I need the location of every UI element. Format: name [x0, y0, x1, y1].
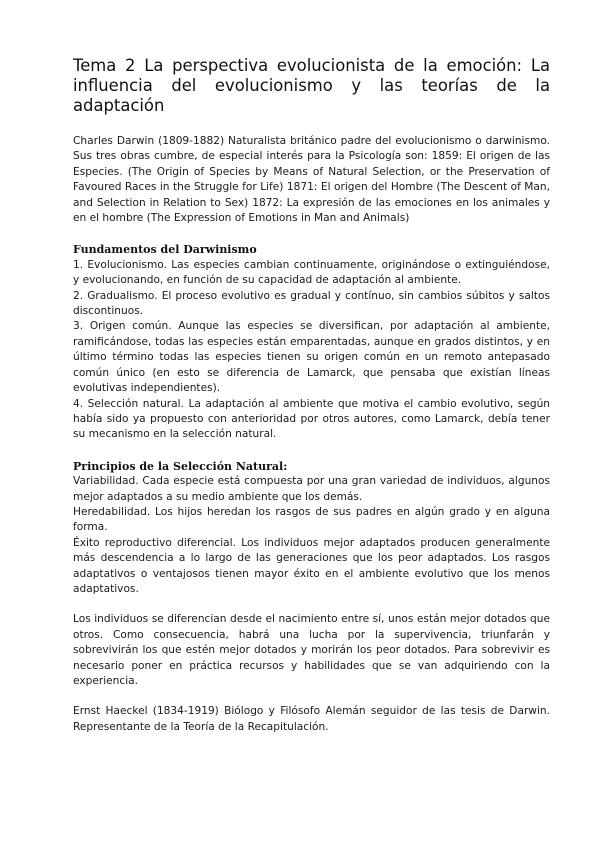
intro-paragraph: Charles Darwin (1809-1882) Naturalista británico padre del evolucionismo o darwinismo. Sus tres obras cumbre, de especial interés para la Psicología son: 1859: El origen de las Especies. (The Origin of Species by Means of Natural Selection, or the Preservation of Favoured Races in the Struggle for Life) 1871: El origen del Hombre (The Descent of Man, and Selection in Relation to Sex) 1872: La expresión de las emociones en los animales y en el hombre (The Expression of Emotions in Man and Animals) [73, 135, 550, 225]
supervivencia-paragraph: Los individuos se diferencian desde el nacimiento entre sí, unos están mejor dotados que otros. Como consecuencia, habrá una lucha por la supervivencia, triunfarán y sobrevivirán los que estén mejor dotados y morirán los peor dotados. Para sobrevivir es necesario poner en práctica recursos y habilidades que se van adquiriendo con la experiencia. [73, 613, 550, 687]
fundamentos-item-seleccion-natural: 4. Selección natural. La adaptación al ambiente que motiva el cambio evolutivo, según había sido ya propuesto con anterioridad por otros autores, como Lamarck, debía tener su mecanismo en la selección natural. [73, 397, 550, 441]
fundamentos-item-origen-comun: 3. Origen común. Aunque las especies se diversifican, por adaptación al ambiente, ramificándose, todas las especies están emparentadas, aunque en grados distintos, y en último término todas las especies tienen su origen común en un remoto antepasado común único (en esto se diferencia de Lamarck, que pensaba que existían líneas evolutivas independientes). [73, 320, 550, 395]
fundamentos-section [73, 242, 550, 442]
haeckel-paragraph: Ernst Haeckel (1834-1919) Biólogo y Filósofo Alemán seguidor de las tesis de Darwin. Representante de la Teoría de la Recapitulación. [73, 705, 550, 733]
fundamentos-item-gradualismo: 2. Gradualismo. El proceso evolutivo es gradual y contínuo, sin cambios súbitos y saltos discontinuos. [73, 289, 550, 318]
fundamentos-heading: Fundamentos del Darwinismo [73, 243, 257, 257]
document-page [73, 56, 550, 735]
principios-heading: Principios de la Selección Natural: [73, 459, 288, 473]
principios-item-variabilidad: Variabilidad. Cada especie está compuesta por una gran variedad de individuos, algunos mejor adaptados a su medio ambiente que los demás. [73, 475, 550, 503]
principios-item-exito-reproductivo: Éxito reproductivo diferencial. Los individuos mejor adaptados producen generalmente más descendencia a lo largo de las generaciones que los peor adaptados. Los rasgos adaptativos o ventajosos tienen mayor éxito en el ambiente evolutivo que los menos adaptativos. [73, 536, 550, 595]
page-title: Tema 2 La perspectiva evolucionista de la emoción: La influencia del evolucionismo y las teorías de la adaptación [73, 56, 550, 115]
fundamentos-item-evolucionismo: 1. Evolucionismo. Las especies cambian continuamente, originándose o extinguiéndose, y evolucionando, en función de su capacidad de adaptación al ambiente. [73, 258, 550, 287]
principios-section [73, 459, 550, 598]
principios-item-heredabilidad: Heredabilidad. Los hijos heredan los rasgos de sus padres en algún grado y en alguna forma. [73, 505, 550, 534]
